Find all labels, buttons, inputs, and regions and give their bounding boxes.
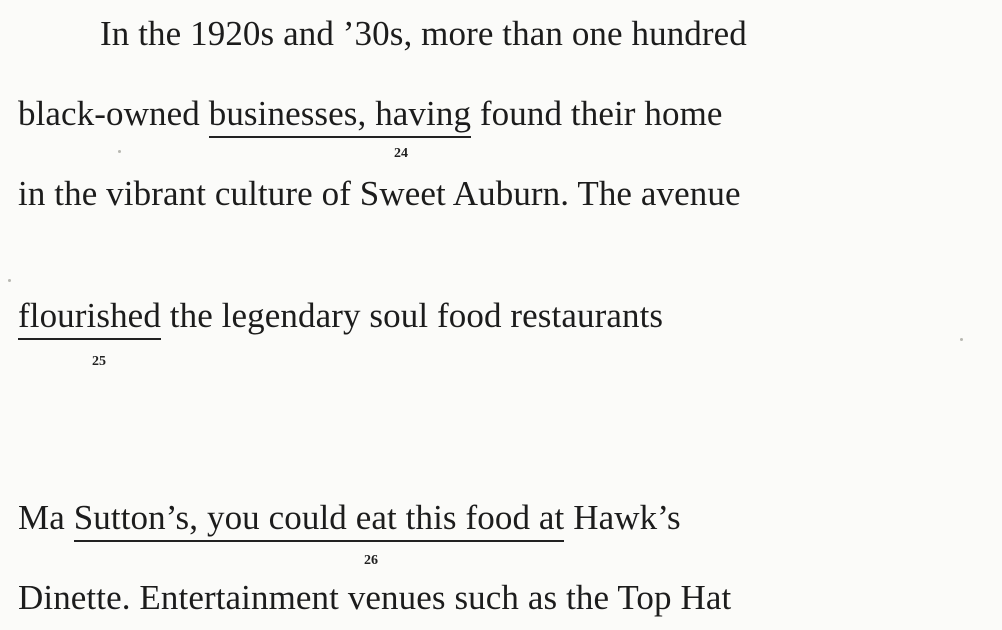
passage-line-6-text: Dinette. Entertainment venues such as the Top Hat: [18, 578, 732, 617]
question-number-24: 24: [394, 146, 408, 161]
passage-line-3-text: in the vibrant culture of Sweet Auburn. The avenue: [18, 174, 741, 213]
scan-speck: [960, 338, 963, 341]
passage-line-4: [18, 296, 663, 336]
passage-line-2: [18, 94, 723, 134]
scan-speck: [8, 279, 11, 282]
scan-speck: [118, 150, 121, 153]
passage-line-6: [18, 578, 731, 618]
question-number-25: 25: [92, 354, 106, 369]
passage-line-2-text-before: black-owned: [18, 94, 209, 133]
passage-line-1: [100, 14, 747, 54]
underlined-portion-25[interactable]: flourished: [18, 296, 161, 335]
passage-line-4-text-after: the legendary soul food restaurants: [160, 296, 664, 335]
passage-line-5-text-before: Ma: [18, 498, 74, 537]
passage-line-5-text-after: Hawk’s: [564, 498, 681, 537]
passage-line-5: [18, 498, 681, 538]
underlined-portion-26[interactable]: Sutton’s, you could eat this food at: [73, 498, 565, 537]
question-number-26: 26: [364, 553, 378, 568]
underlined-portion-24[interactable]: businesses, having: [208, 94, 472, 133]
passage-line-3: [18, 174, 741, 214]
passage-line-1-text: In the 1920s and ’30s, more than one hundred: [100, 14, 747, 53]
passage-line-2-text-after: found their home: [471, 94, 723, 133]
